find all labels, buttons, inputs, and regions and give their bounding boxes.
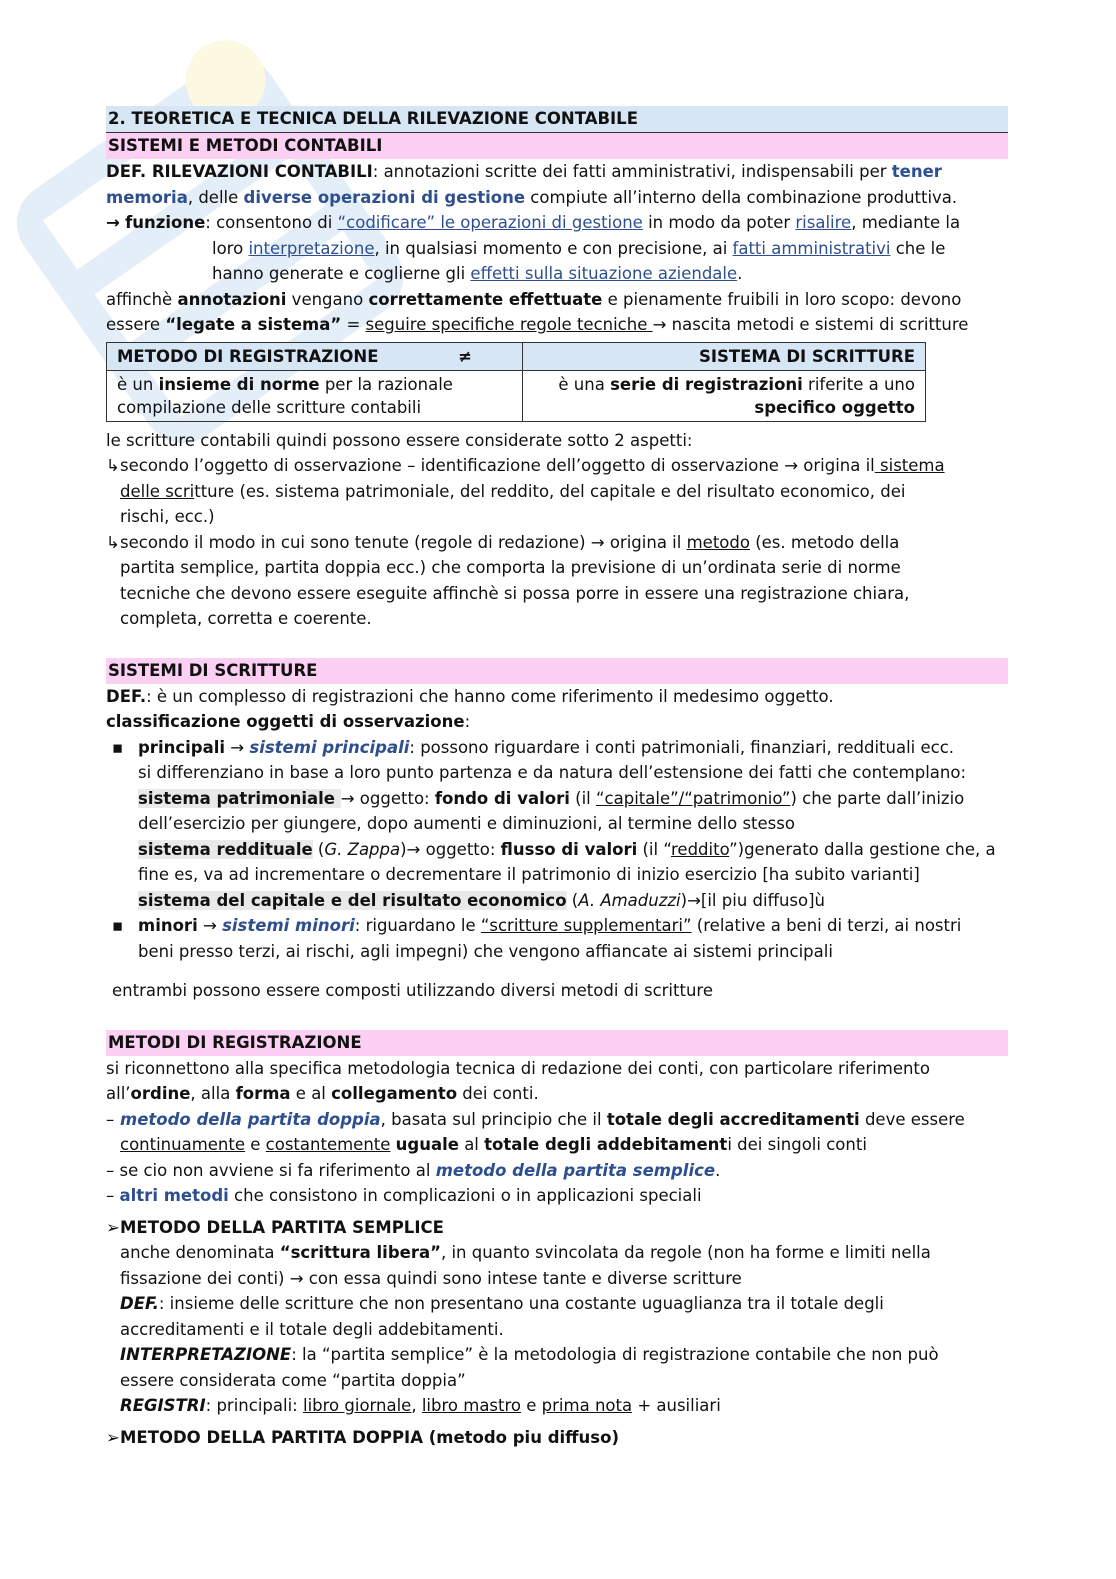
ps-def-line: [120, 1291, 939, 1317]
patrimoniale-line: dell’esercizio per giungere, dopo aumenti e diminuzioni, al termine dello stesso: [138, 814, 795, 833]
patrimoniale-text: (il: [569, 788, 596, 808]
continuamente: continuamente: [120, 1135, 246, 1154]
capitale-line: [138, 888, 996, 914]
metodo-partita-semplice: metodo della partita semplice: [435, 1160, 716, 1180]
classificazione-colon: :: [464, 712, 471, 731]
reddituale-text: (: [312, 839, 325, 859]
pd-text: , basata sul principio che il: [380, 1109, 607, 1129]
aspetto-text: (es. sistema patrimoniale, del reddito, del capitale e del risultato economico, dei: [234, 481, 906, 501]
arrow-icon: →: [202, 916, 217, 935]
ps-desc-text: anche denominata: [120, 1243, 280, 1262]
patrimoniale-text: ) che parte dall’inizio: [790, 788, 965, 808]
ps-registri-line: [120, 1393, 939, 1419]
table-text: compilazione delle scritture contabili: [117, 397, 422, 417]
capitale-text: [il piu diffuso]ù: [700, 890, 825, 910]
def-diverse: diverse operazioni di gestione: [243, 187, 526, 207]
flusso-valori: flusso di valori: [500, 839, 638, 859]
partita-semplice-title: METODO DELLA PARTITA SEMPLICE: [120, 1217, 444, 1237]
funzione-interpretazione: interpretazione: [248, 238, 375, 258]
principali-item: [106, 735, 1008, 914]
def-text: , delle: [187, 187, 244, 207]
altri-line: [106, 1183, 1008, 1209]
funzione-line-2: [106, 236, 1008, 262]
def-rilevazioni-line-2: [106, 185, 1008, 211]
reddito: reddito: [671, 839, 730, 859]
patrimoniale-line: [138, 786, 996, 812]
patrimoniale-text: oggetto:: [354, 788, 435, 808]
return-arrow-icon: ↳: [106, 532, 120, 552]
arrow-icon: →: [106, 213, 120, 232]
minori-line: beni presso terzi, ai rischi, agli impegni) che vengono affiancate ai sistemi principali: [138, 941, 833, 961]
ps-reg-text: + ausiliari: [632, 1396, 721, 1415]
table-header-cell: [107, 342, 523, 370]
funzione-line-1: [106, 210, 1008, 236]
altri-text: che consistono in complicazioni o in applicazioni speciali: [228, 1186, 702, 1205]
def-text: : annotazioni scritte dei fatti amministrativi, indispensabili per: [372, 162, 892, 181]
costantemente: costantemente: [265, 1135, 391, 1154]
funzione-text: , mediante la: [851, 213, 961, 232]
aspetto-1-line: [120, 453, 945, 479]
aspetto-text: origina il: [604, 532, 687, 552]
metodi-collegamento: collegamento: [331, 1084, 458, 1103]
reddituale-text: oggetto:: [420, 839, 501, 859]
aspetti-intro: le scritture contabili quindi possono essere considerate sotto 2 aspetti:: [106, 430, 693, 450]
table-text: è una: [558, 374, 611, 394]
pd-text: al: [458, 1135, 485, 1154]
aspetto-2-line: completa, corretta e coerente.: [120, 609, 372, 628]
def-label: DEF.: [106, 686, 147, 706]
capitale-text: ): [680, 890, 688, 910]
arrow-icon: →: [230, 737, 245, 757]
table-cell-right: [523, 370, 926, 421]
aspetto-2-line: partita semplice, partita doppia ecc.) che comporta la previsione di un’ordinata serie di norme: [120, 558, 901, 577]
funzione-label: funzione: [125, 213, 206, 232]
comparison-table-row: [107, 370, 926, 421]
funzione-text: .: [737, 264, 743, 283]
aspetto-2: [106, 530, 1008, 632]
ps-reg-text: ,: [411, 1396, 422, 1415]
table-header-left: METODO DI REGISTRAZIONE: [117, 346, 379, 366]
principali-line: [138, 735, 996, 761]
partita-doppia-item: [106, 1107, 1008, 1158]
reddituale-text: ): [400, 839, 407, 859]
affinche-text: vengano: [286, 289, 369, 309]
table-serie: serie di registrazioni: [610, 374, 803, 394]
arrow-icon: →: [590, 532, 605, 552]
sistemi-def: [106, 684, 1008, 710]
square-bullet-icon: ▪: [112, 737, 124, 757]
aspetto-1-line: rischi, ecc.): [120, 507, 215, 526]
pd-line: [120, 1107, 965, 1133]
ps-interp-line: [120, 1342, 939, 1368]
dash-icon: –: [106, 1186, 115, 1205]
ps-desc-line: [120, 1266, 939, 1292]
dash-icon: –: [106, 1109, 115, 1129]
affinche-correttamente: correttamente effettuate: [368, 289, 603, 309]
scrittura-libera: “scrittura libera”: [279, 1243, 441, 1262]
arrow-icon: →: [340, 788, 355, 808]
funzione-text: che le: [890, 238, 946, 258]
funzione-fatti: fatti amministrativi: [732, 238, 891, 258]
def-text: : è un complesso di registrazioni che hanno come riferimento il medesimo oggetto.: [146, 686, 834, 706]
libro-mastro: libro mastro: [421, 1396, 522, 1415]
funzione-codificare: “codificare” le operazioni di gestione: [337, 213, 643, 232]
metodi-text: dei conti.: [457, 1084, 539, 1103]
interpretazione-label: INTERPRETAZIONE: [120, 1345, 292, 1364]
def-text: compiute all’interno della combinazione produttiva.: [525, 187, 958, 207]
aspetto-sistema: delle scri: [120, 481, 195, 501]
scritture-supplementari: “scritture supplementari”: [480, 916, 692, 935]
ps-desc-text: con essa quindi sono intese tante e diverse scritture: [303, 1268, 742, 1288]
principali-text: : possono riguardare i conti patrimoniali, finanziari, reddituali ecc.: [409, 737, 955, 757]
def-label: DEF. RILEVAZIONI CONTABILI: [106, 162, 373, 181]
minori-line: [138, 913, 961, 939]
affinche-line-1: [106, 287, 1008, 313]
ps-desc-text: fissazione dei conti): [120, 1268, 290, 1288]
affinche-annotazioni: annotazioni: [177, 289, 287, 309]
funzione-text: in modo da poter: [642, 213, 796, 232]
aspetto-1: [106, 453, 1008, 530]
metodi-line: si riconnettono alla specifica metodologia tecnica di redazione dei conti, con particolare riferimento: [106, 1058, 930, 1078]
document-page: [106, 106, 1008, 1450]
fondo-valori: fondo di valori: [434, 788, 570, 808]
arrow-icon: →: [652, 315, 667, 334]
minori-label: minori: [138, 916, 198, 935]
ps-interp-text: : la “partita semplice” è la metodologia di registrazione contabile che non può: [291, 1345, 939, 1364]
principali-label: principali: [138, 737, 226, 757]
reddituale-text: (il “: [637, 839, 671, 859]
author-amaduzzi: A. Amaduzzi: [578, 890, 681, 910]
affinche-text: =: [341, 315, 366, 334]
heading-sistemi-scritture: SISTEMI DI SCRITTURE: [106, 658, 1008, 684]
def-label: DEF.: [120, 1294, 159, 1313]
aspetto-sistema: sistema: [874, 456, 945, 475]
aspetto-metodo: metodo: [686, 532, 750, 552]
reddituale-line: fine es, va ad incrementare o decrementare il patrimonio di inizio esercizio [ha subito varianti]: [138, 865, 920, 884]
arrow-icon: →: [687, 890, 701, 910]
aspetto-2-line: [120, 530, 909, 556]
arrowhead-bullet-icon: ➢: [106, 1427, 120, 1447]
affinche-legate: “legate a sistema”: [165, 315, 342, 334]
pd-text: i: [727, 1135, 732, 1154]
funzione-text: , in qualsiasi momento e con precisione, ai: [374, 238, 733, 258]
minori-text: (relative a beni di terzi, ai nostri: [691, 916, 962, 935]
metodi-text: , alla: [190, 1084, 236, 1103]
capitale-patrimonio: “capitale”/“patrimonio”: [596, 788, 791, 808]
funzione-text: hanno generate e coglierne gli: [212, 264, 471, 283]
ps-line: [106, 1158, 1008, 1184]
funzione-text: : consentono di: [205, 213, 338, 232]
ps-def-text: : insieme delle scritture che non presentano una costante uguaglianza tra il totale degli: [158, 1294, 884, 1313]
arrow-icon: →: [406, 839, 421, 859]
aspetto-1-line: [120, 479, 945, 505]
ps-reg-text: e: [521, 1396, 542, 1415]
ps-interp-line: essere considerata come “partita doppia”: [120, 1370, 466, 1390]
totale-accreditamenti: totale degli accreditamenti: [606, 1109, 860, 1129]
affinche-seguire: seguire specifiche regole tecniche: [365, 315, 653, 334]
altri-metodi: altri metodi: [119, 1186, 229, 1205]
funzione-risalire: risalire: [795, 213, 852, 232]
metodo-partita-doppia: metodo della partita doppia: [120, 1109, 381, 1129]
affinche-line-2: [106, 312, 1008, 338]
partita-doppia-section: [106, 1425, 1008, 1451]
def-rilevazioni-line-1: [106, 159, 1008, 185]
aspetto-text: secondo il modo in cui sono tenute (regole di redazione): [120, 532, 591, 552]
metodi-ordine: ordine: [130, 1084, 191, 1103]
arrowhead-bullet-icon: ➢: [106, 1217, 120, 1237]
metodi-line: [106, 1081, 1008, 1107]
prima-nota: prima nota: [541, 1396, 633, 1415]
totale-addebitamenti: totale degli addebitament: [484, 1135, 728, 1154]
author-zappa: G. Zappa: [324, 839, 401, 859]
metodi-forma: forma: [235, 1084, 291, 1103]
capitale-text: (: [566, 890, 579, 910]
section-title: 2. TEORETICA E TECNICA DELLA RILEVAZIONE CONTABILE: [106, 106, 1008, 133]
aspetto-text: secondo l’oggetto di osservazione – identificazione dell’oggetto di osservazione: [120, 456, 785, 475]
ps-def-line: accreditamenti e il totale degli addebitamenti.: [120, 1319, 504, 1339]
minori-text: : riguardano le: [354, 916, 481, 935]
sistema-capitale: sistema del capitale e del risultato economico: [138, 890, 567, 910]
comparison-table-header: [107, 342, 926, 370]
aspetto-2-line: tecniche che devono essere eseguite affinchè si possa porre in essere una registrazione chiara,: [120, 583, 910, 603]
ps-text: se cio non avviene si fa riferimento al: [114, 1160, 436, 1180]
libro-giornale: libro giornale: [302, 1396, 412, 1415]
affinche-text: affinchè: [106, 289, 178, 309]
entrambi-line: entrambi possono essere composti utilizzando diversi metodi di scritture: [112, 981, 713, 1000]
pd-text: dei singoli conti: [731, 1135, 867, 1154]
pd-line: [120, 1132, 965, 1158]
uguale: uguale: [395, 1135, 459, 1154]
funzione-effetti: effetti sulla situazione aziendale: [470, 264, 738, 283]
def-tener: tener: [891, 162, 942, 181]
principali-line: si differenziano in base a loro punto partenza e da natura dell’estensione dei fatti che contemplano:: [138, 763, 967, 782]
affinche-text: e pienamente fruibili in loro scopo: devono: [602, 289, 962, 309]
table-header-right: SISTEMA DI SCRITTURE: [523, 342, 926, 370]
aspetto-text: origina il: [798, 456, 875, 475]
return-arrow-icon: ↳: [106, 456, 120, 475]
heading-metodi: METODI DI REGISTRAZIONE: [106, 1030, 1008, 1056]
sistemi-minori: sistemi minori: [222, 916, 355, 935]
def-memoria: memoria: [106, 187, 188, 207]
sistemi-principali: sistemi principali: [249, 737, 410, 757]
table-cell-left: [107, 370, 523, 421]
ps-desc-line: [120, 1240, 939, 1266]
heading-sistemi-metodi: SISTEMI E METODI CONTABILI: [106, 133, 1008, 159]
funzione-line-3: [106, 261, 1008, 287]
dash-icon: –: [106, 1160, 115, 1180]
partita-semplice-section: [106, 1215, 1008, 1419]
comparison-table: [106, 342, 926, 422]
neq-icon: ≠: [458, 346, 472, 366]
ps-desc-text: , in quanto svincolata da regole (non ha forme e limiti nella: [440, 1243, 931, 1262]
registri-label: REGISTRI: [120, 1396, 206, 1415]
ps-reg-text: : principali:: [205, 1396, 303, 1415]
reddituale-text: ”)generato dalla gestione che, a: [729, 839, 996, 859]
aspetto-text: tture: [194, 481, 235, 501]
reddituale-line: [138, 837, 996, 863]
sistema-patrimoniale: sistema patrimoniale: [138, 788, 341, 808]
metodi-text: e al: [290, 1084, 332, 1103]
minori-item: [106, 913, 1008, 964]
table-text: è un: [117, 374, 159, 394]
classificazione: [106, 709, 1008, 735]
classificazione-label: classificazione oggetti di osservazione: [106, 712, 465, 731]
affinche-text: essere: [106, 315, 166, 334]
table-insieme: insieme di norme: [158, 374, 320, 394]
funzione-text: loro: [212, 238, 249, 258]
square-bullet-icon: ▪: [112, 916, 124, 935]
table-specifico: specifico oggetto: [754, 397, 915, 417]
table-text: per la razionale: [319, 374, 453, 394]
affinche-text: nascita metodi e sistemi di scritture: [666, 315, 969, 334]
aspetto-text: (es. metodo della: [749, 532, 900, 552]
pd-text: e: [245, 1135, 266, 1154]
sistema-reddituale: sistema reddituale: [138, 839, 313, 859]
arrow-icon: →: [784, 456, 799, 475]
table-text: riferite a uno: [802, 374, 915, 394]
metodi-text: all’: [106, 1084, 131, 1103]
ps-text: .: [715, 1160, 721, 1180]
arrow-icon: →: [289, 1268, 304, 1288]
partita-doppia-title: METODO DELLA PARTITA DOPPIA (metodo piu diffuso): [120, 1427, 619, 1447]
pd-text: deve essere: [859, 1109, 965, 1129]
